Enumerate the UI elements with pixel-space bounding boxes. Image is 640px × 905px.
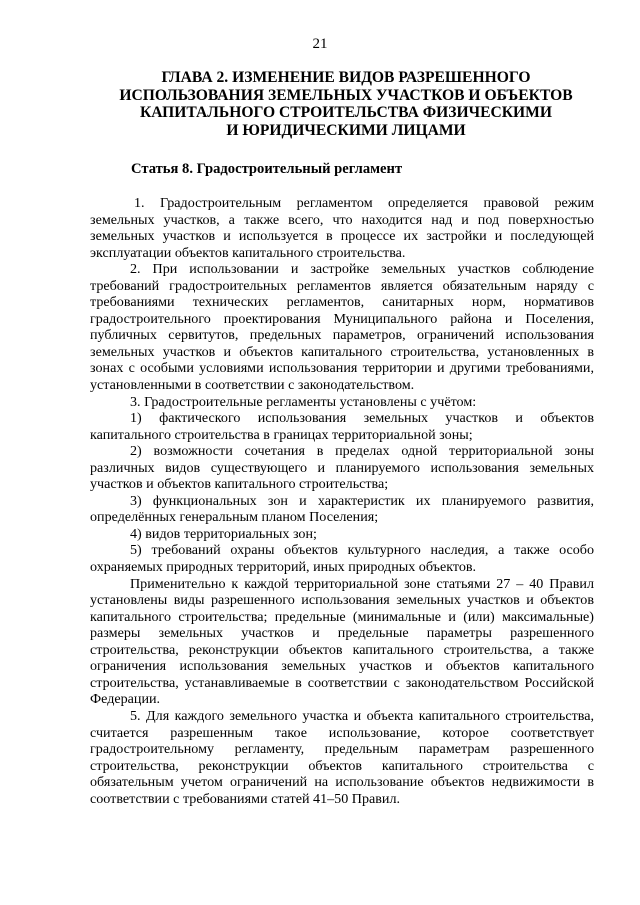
list-item-3: 3) функциональных зон и характеристик их планируемого развития, определённых генеральным планом Поселения;	[90, 492, 594, 526]
chapter-title	[96, 69, 596, 140]
chapter-title-line: И ЮРИДИЧЕСКИМИ ЛИЦАМИ	[226, 122, 466, 140]
paragraph-5: 5. Для каждого земельного участка и объекта капитального строительства, считается разрешенным такое использование, которое соответствует градостроительному регламенту, предельным параметрам разрешенного строительства, реконструкции объектов капитального строительства с обязательным учетом ограничений на использование объектов недвижимости в соответствии с требованиями статей 41–50 Правил.	[90, 707, 594, 807]
article-title: Статья 8. Градостроительный регламент	[131, 161, 403, 177]
list-item-1: 1) фактического использования земельных участков и объектов капитального строительства в границах территориальной зоны;	[90, 410, 594, 443]
paragraph-4: Применительно к каждой территориальной зоне статьями 27 – 40 Правил установлены виды разрешенного использования земельных участков и объектов капитального строительства; предельные (минимальные и (или) максимальные) размеры земельных участков и предельные параметры разрешенного строительства, реконструкции объектов капитального строительства, а также ограничения использования земельных участков и объектов капитального строительства, устанавливаемые в соответствии с законодательством Российской Федерации.	[90, 575, 594, 708]
paragraph-1: 1. Градостроительным регламентом определяется правовой режим земельных участков, а также всего, что находится над и под поверхностью земельных участков и используется в процессе их застройки и последующей эксплуатации объектов капитального строительства.	[90, 195, 594, 261]
list-item-2: 2) возможности сочетания в пределах одной территориальной зоны различных видов существующего и планируемого использования земельных участков и объектов капитального строительства;	[90, 443, 594, 493]
chapter-title-line: ИСПОЛЬЗОВАНИЯ ЗЕМЕЛЬНЫХ УЧАСТКОВ И ОБЪЕКТОВ	[119, 86, 573, 104]
page-number: 21	[312, 36, 328, 52]
paragraph-2: 2. При использовании и застройке земельных участков соблюдение требований градостроительных регламентов является обязательным наряду с требованиями технических регламентов, санитарных норм, нормативов градостроительного проектирования Муниципального района и Поселения, публичных сервитутов, предельных параметров, ограничений использования земельных участков и объектов капитального строительства, установленных в зонах с особыми условиями использования территории и другими требованиями, установленными в соответствии с законодательством.	[90, 261, 594, 394]
list-item-5: 5) требований охраны объектов культурного наследия, а также особо охраняемых природных территорий, иных природных объектов.	[90, 542, 594, 576]
paragraph-3: 3. Градостроительные регламенты установлены с учётом:	[130, 393, 477, 410]
list-item-4: 4) видов территориальных зон;	[130, 525, 317, 542]
chapter-title-line: ГЛАВА 2. ИЗМЕНЕНИЕ ВИДОВ РАЗРЕШЕННОГО	[161, 69, 531, 86]
chapter-title-line: КАПИТАЛЬНОГО СТРОИТЕЛЬСТВА ФИЗИЧЕСКИМИ	[139, 104, 553, 122]
article-body	[90, 195, 594, 807]
